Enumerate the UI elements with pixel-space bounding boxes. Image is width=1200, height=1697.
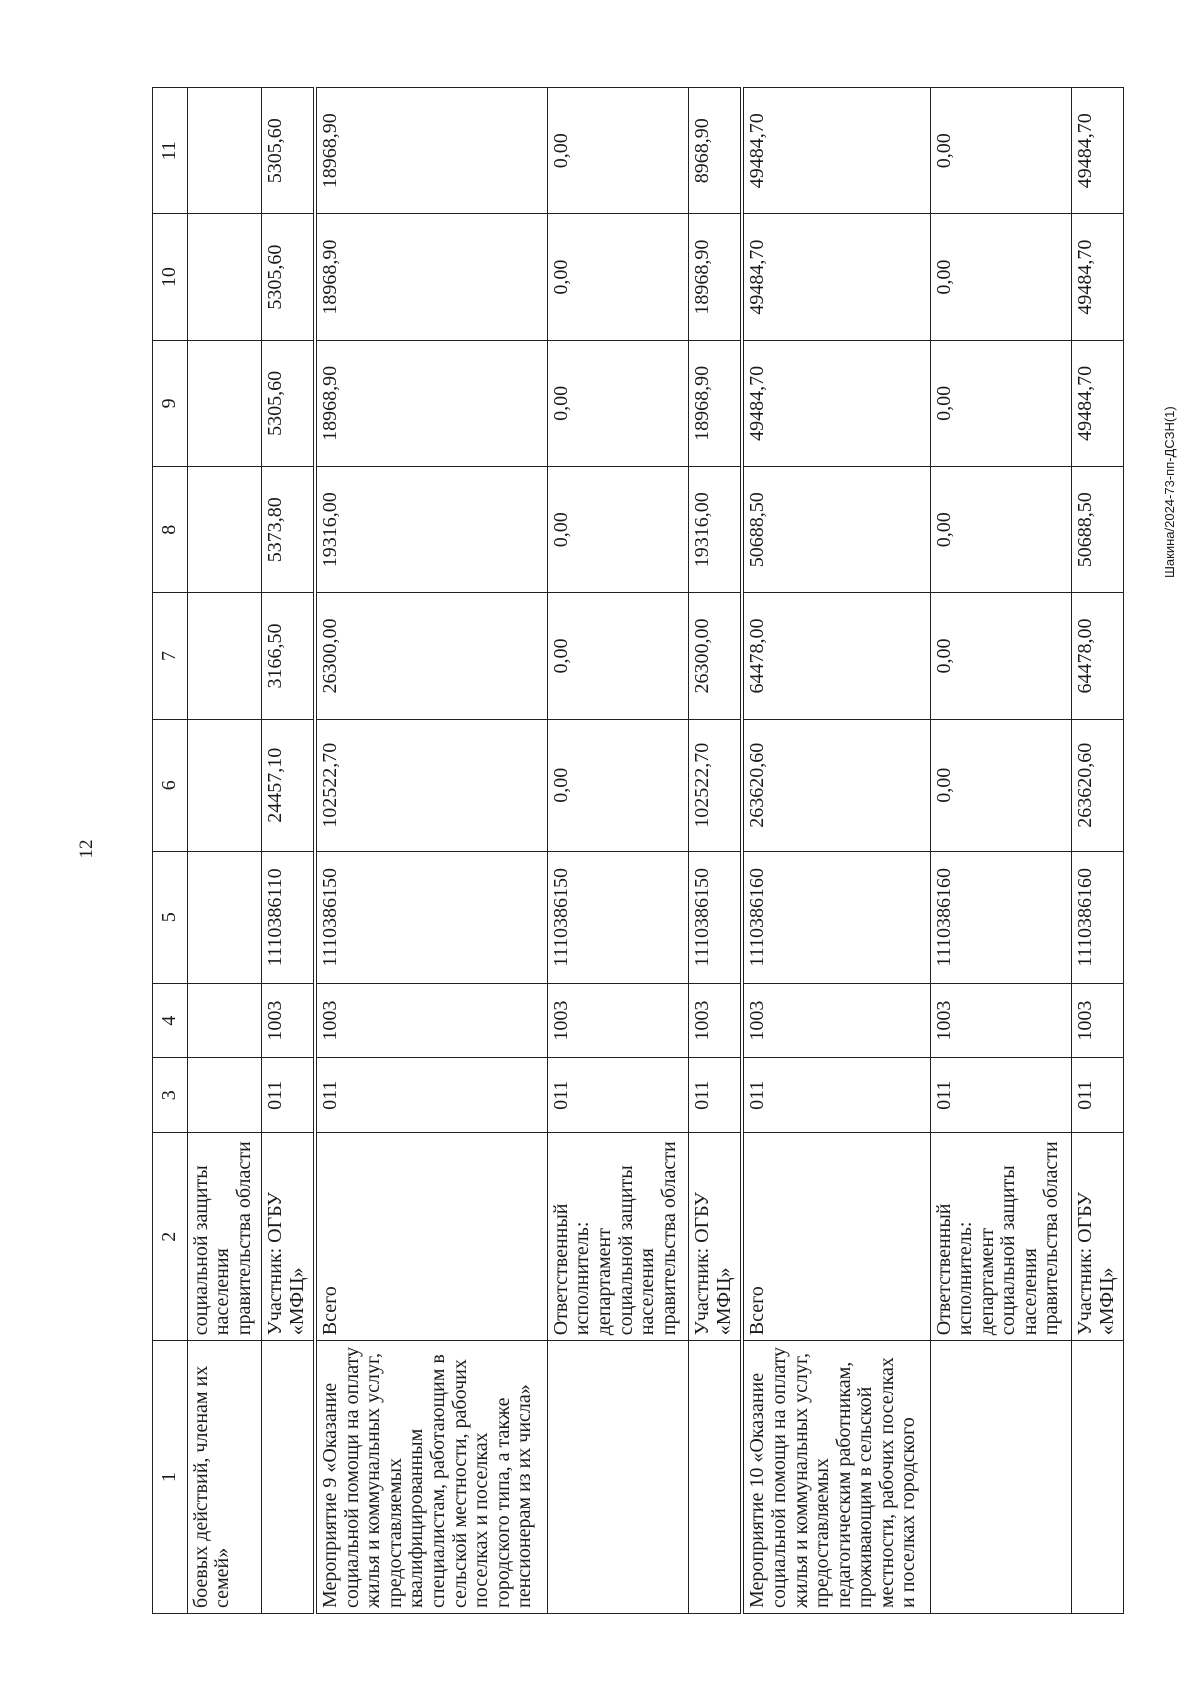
table-cell: 5305,60 xyxy=(261,340,315,466)
table-cell xyxy=(187,719,261,851)
table-cell: 011 xyxy=(315,1058,547,1133)
table-cell: 1003 xyxy=(689,983,743,1058)
table-cell: 102522,70 xyxy=(315,719,547,851)
table-cell: 1003 xyxy=(930,983,1071,1058)
table-cell: 0,00 xyxy=(547,88,688,214)
table-cell: 26300,00 xyxy=(689,593,743,719)
table-cell: 24457,10 xyxy=(261,719,315,851)
table-cell: 50688,50 xyxy=(742,467,930,593)
table-cell: 1110386150 xyxy=(547,851,688,983)
column-header-11: 11 xyxy=(153,88,188,214)
table-cell: 0,00 xyxy=(547,214,688,340)
table-cell: 49484,70 xyxy=(1071,88,1123,214)
table-cell: 8968,90 xyxy=(689,88,743,214)
table-row xyxy=(742,88,930,1614)
document-reference: Шакина/2024-73-пп-ДСЗН(1) xyxy=(1162,406,1177,578)
table-row xyxy=(187,88,261,1614)
table-cell: 49484,70 xyxy=(742,340,930,466)
table-cell: боевых действий, членам их семей» xyxy=(187,1341,261,1614)
budget-table-rotated xyxy=(152,87,1124,1614)
column-header-4: 4 xyxy=(153,983,188,1058)
table-cell: 0,00 xyxy=(930,593,1071,719)
table-cell: 1003 xyxy=(1071,983,1123,1058)
table-cell xyxy=(187,593,261,719)
table-cell: 64478,00 xyxy=(1071,593,1123,719)
table-cell: Участник: ОГБУ «МФЦ» xyxy=(689,1133,743,1341)
table-cell: 3166,50 xyxy=(261,593,315,719)
table-cell xyxy=(187,851,261,983)
table-cell: 1110386150 xyxy=(315,851,547,983)
table-cell xyxy=(187,340,261,466)
table-cell: 1003 xyxy=(315,983,547,1058)
table-cell: 26300,00 xyxy=(315,593,547,719)
table-cell: 263620,60 xyxy=(1071,719,1123,851)
column-header-5: 5 xyxy=(153,851,188,983)
table-cell: 0,00 xyxy=(930,340,1071,466)
table-cell: 263620,60 xyxy=(742,719,930,851)
table-row xyxy=(315,88,547,1614)
table-cell: 1110386160 xyxy=(1071,851,1123,983)
column-header-9: 9 xyxy=(153,340,188,466)
table-cell: социальной защиты населения правительства области xyxy=(187,1133,261,1341)
table-body xyxy=(187,88,1123,1614)
table-cell: 18968,90 xyxy=(315,214,547,340)
table-cell: 18968,90 xyxy=(689,340,743,466)
table-cell: 0,00 xyxy=(547,719,688,851)
table-cell: Всего xyxy=(742,1133,930,1341)
table-cell: 011 xyxy=(689,1058,743,1133)
table-cell: 19316,00 xyxy=(689,467,743,593)
page-number: 12 xyxy=(76,839,97,859)
column-header-7: 7 xyxy=(153,593,188,719)
table-cell xyxy=(187,214,261,340)
table-cell xyxy=(261,1341,315,1614)
column-header-1: 1 xyxy=(153,1341,188,1614)
table-cell: 1110386150 xyxy=(689,851,743,983)
table-cell: 18968,90 xyxy=(315,340,547,466)
table-cell: 5373,80 xyxy=(261,467,315,593)
table-cell: 0,00 xyxy=(930,214,1071,340)
table-cell: 1003 xyxy=(261,983,315,1058)
table-cell: 18968,90 xyxy=(315,88,547,214)
table-cell: 50688,50 xyxy=(1071,467,1123,593)
table-cell xyxy=(187,88,261,214)
table-row xyxy=(1071,88,1123,1614)
table-cell: Мероприятие 10 «Оказание социальной помощи на оплату жилья и коммунальных услуг, предоставляемых педагогическим работникам, проживающим в сельской местности, рабочих поселках и поселках городского xyxy=(742,1341,930,1614)
table-cell: 0,00 xyxy=(930,719,1071,851)
table-row xyxy=(689,88,743,1614)
table-cell: 49484,70 xyxy=(1071,214,1123,340)
table-cell: Участник: ОГБУ «МФЦ» xyxy=(1071,1133,1123,1341)
table-cell: 011 xyxy=(261,1058,315,1133)
table-cell xyxy=(930,1341,1071,1614)
column-header-10: 10 xyxy=(153,214,188,340)
table-cell: Участник: ОГБУ «МФЦ» xyxy=(261,1133,315,1341)
column-header-3: 3 xyxy=(153,1058,188,1133)
table-cell: 5305,60 xyxy=(261,88,315,214)
table-row xyxy=(261,88,315,1614)
table-row xyxy=(930,88,1071,1614)
table-cell: 0,00 xyxy=(547,340,688,466)
table-cell: 011 xyxy=(1071,1058,1123,1133)
table-cell: 0,00 xyxy=(547,593,688,719)
column-header-8: 8 xyxy=(153,467,188,593)
budget-table xyxy=(152,87,1124,1614)
table-cell: Всего xyxy=(315,1133,547,1341)
table-cell: 18968,90 xyxy=(689,214,743,340)
table-cell: 102522,70 xyxy=(689,719,743,851)
table-cell xyxy=(187,983,261,1058)
table-cell: 1110386160 xyxy=(930,851,1071,983)
table-cell: 49484,70 xyxy=(742,214,930,340)
table-cell xyxy=(1071,1341,1123,1614)
table-cell xyxy=(187,1058,261,1133)
table-cell xyxy=(187,467,261,593)
table-cell: 19316,00 xyxy=(315,467,547,593)
table-cell: 1110386110 xyxy=(261,851,315,983)
table-cell: 49484,70 xyxy=(742,88,930,214)
table-cell xyxy=(547,1341,688,1614)
table-cell xyxy=(689,1341,743,1614)
column-header-6: 6 xyxy=(153,719,188,851)
table-cell: 011 xyxy=(930,1058,1071,1133)
table-cell: 011 xyxy=(742,1058,930,1133)
table-cell: 1003 xyxy=(742,983,930,1058)
table-cell: Ответственный исполнитель: департамент социальной защиты населения правительства области xyxy=(547,1133,688,1341)
table-cell: 1003 xyxy=(547,983,688,1058)
table-cell: Мероприятие 9 «Оказание социальной помощи на оплату жилья и коммунальных услуг, предоставляемых квалифицированным специалистам, работающим в сельской местности, рабочих поселках и поселках городского типа, а также пенсионерам из их числа» xyxy=(315,1341,547,1614)
table-cell: 49484,70 xyxy=(1071,340,1123,466)
table-cell: 0,00 xyxy=(930,88,1071,214)
column-header-2: 2 xyxy=(153,1133,188,1341)
table-cell: 011 xyxy=(547,1058,688,1133)
table-cell: 0,00 xyxy=(930,467,1071,593)
table-row xyxy=(547,88,688,1614)
table-cell: Ответственный исполнитель: департамент социальной защиты населения правительства области xyxy=(930,1133,1071,1341)
table-cell: 0,00 xyxy=(547,467,688,593)
table-cell: 1110386160 xyxy=(742,851,930,983)
header-row xyxy=(153,88,188,1614)
table-cell: 64478,00 xyxy=(742,593,930,719)
table-cell: 5305,60 xyxy=(261,214,315,340)
